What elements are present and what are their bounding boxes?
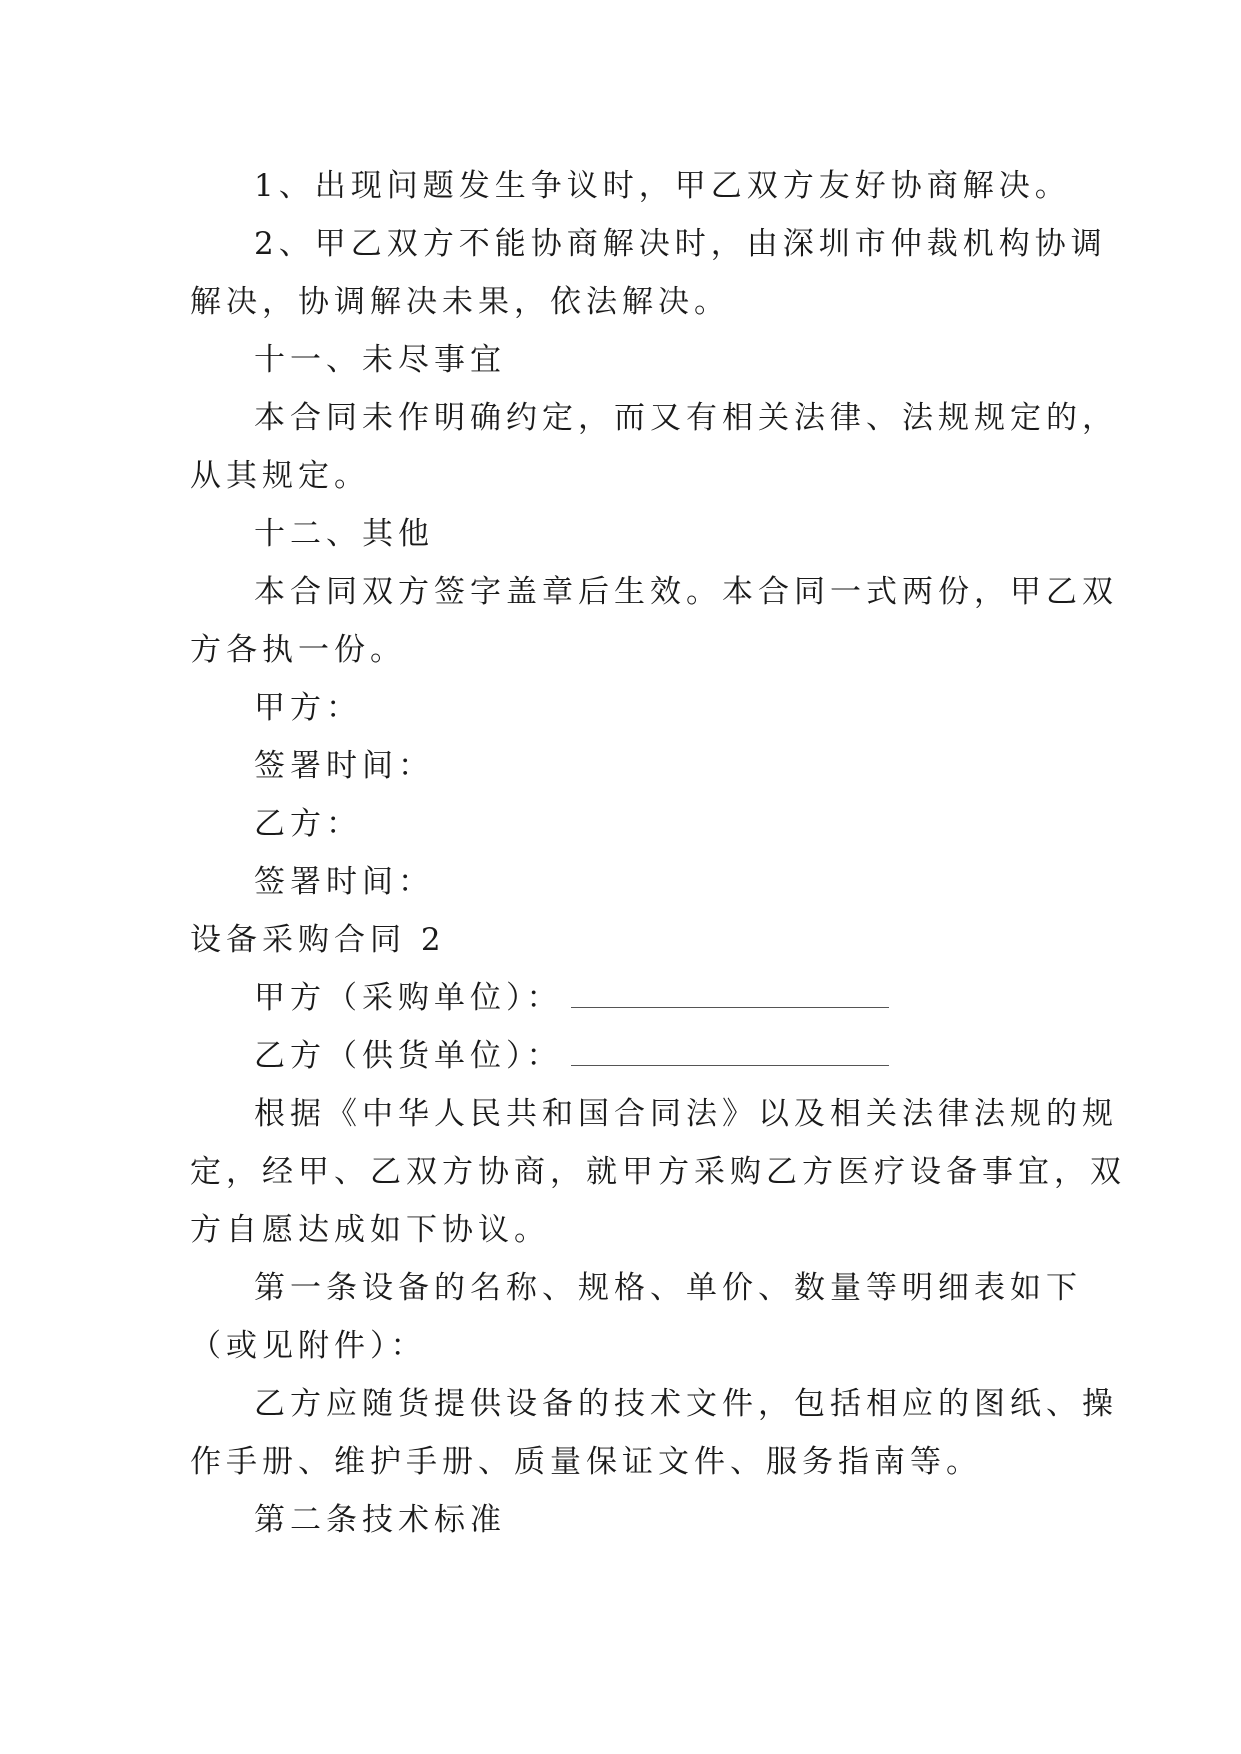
paragraph-basis-line-3: 方自愿达成如下协议。 <box>190 1212 550 1248</box>
sign-time-label-1: 签署时间： <box>254 748 434 784</box>
buyer-line <box>254 978 889 1018</box>
heading-section-11: 十一、未尽事宜 <box>254 342 506 378</box>
paragraph-dispute-1: 1、出现问题发生争议时，甲乙双方友好协商解决。 <box>254 168 1071 204</box>
article-2-heading: 第二条技术标准 <box>254 1502 506 1538</box>
article-1-line-1: 第一条设备的名称、规格、单价、数量等明细表如下 <box>254 1270 1082 1306</box>
paragraph-docs-line-2: 作手册、维护手册、质量保证文件、服务指南等。 <box>190 1444 982 1480</box>
supplier-label: 乙方（供货单位）： <box>254 1038 563 1074</box>
contract-2-title: 设备采购合同 2 <box>190 922 446 958</box>
paragraph-dispute-2-line-2: 解决，协调解决未果，依法解决。 <box>190 284 730 320</box>
paragraph-unmentioned-line-2: 从其规定。 <box>190 458 370 494</box>
paragraph-unmentioned-line-1: 本合同未作明确约定，而又有相关法律、法规规定的， <box>254 400 1118 436</box>
paragraph-effect-line-2: 方各执一份。 <box>190 632 406 668</box>
heading-section-12: 十二、其他 <box>254 516 434 552</box>
sign-time-label-2: 签署时间： <box>254 864 434 900</box>
buyer-blank-line <box>571 1006 889 1008</box>
paragraph-basis-line-1: 根据《中华人民共和国合同法》以及相关法律法规的规 <box>254 1096 1118 1132</box>
paragraph-basis-line-2: 定，经甲、乙双方协商，就甲方采购乙方医疗设备事宜，双 <box>190 1154 1126 1190</box>
paragraph-docs-line-1: 乙方应随货提供设备的技术文件，包括相应的图纸、操 <box>254 1386 1118 1422</box>
supplier-line <box>254 1036 889 1076</box>
party-b-label: 乙方： <box>254 806 362 842</box>
paragraph-dispute-2-line-1: 2、甲乙双方不能协商解决时，由深圳市仲裁机构协调 <box>254 226 1107 262</box>
buyer-label: 甲方（采购单位）： <box>254 980 563 1016</box>
paragraph-effect-line-1: 本合同双方签字盖章后生效。本合同一式两份，甲乙双 <box>254 574 1118 610</box>
article-1-line-2: （或见附件）： <box>190 1328 427 1364</box>
party-a-label: 甲方： <box>254 690 362 726</box>
supplier-blank-line <box>571 1064 889 1066</box>
